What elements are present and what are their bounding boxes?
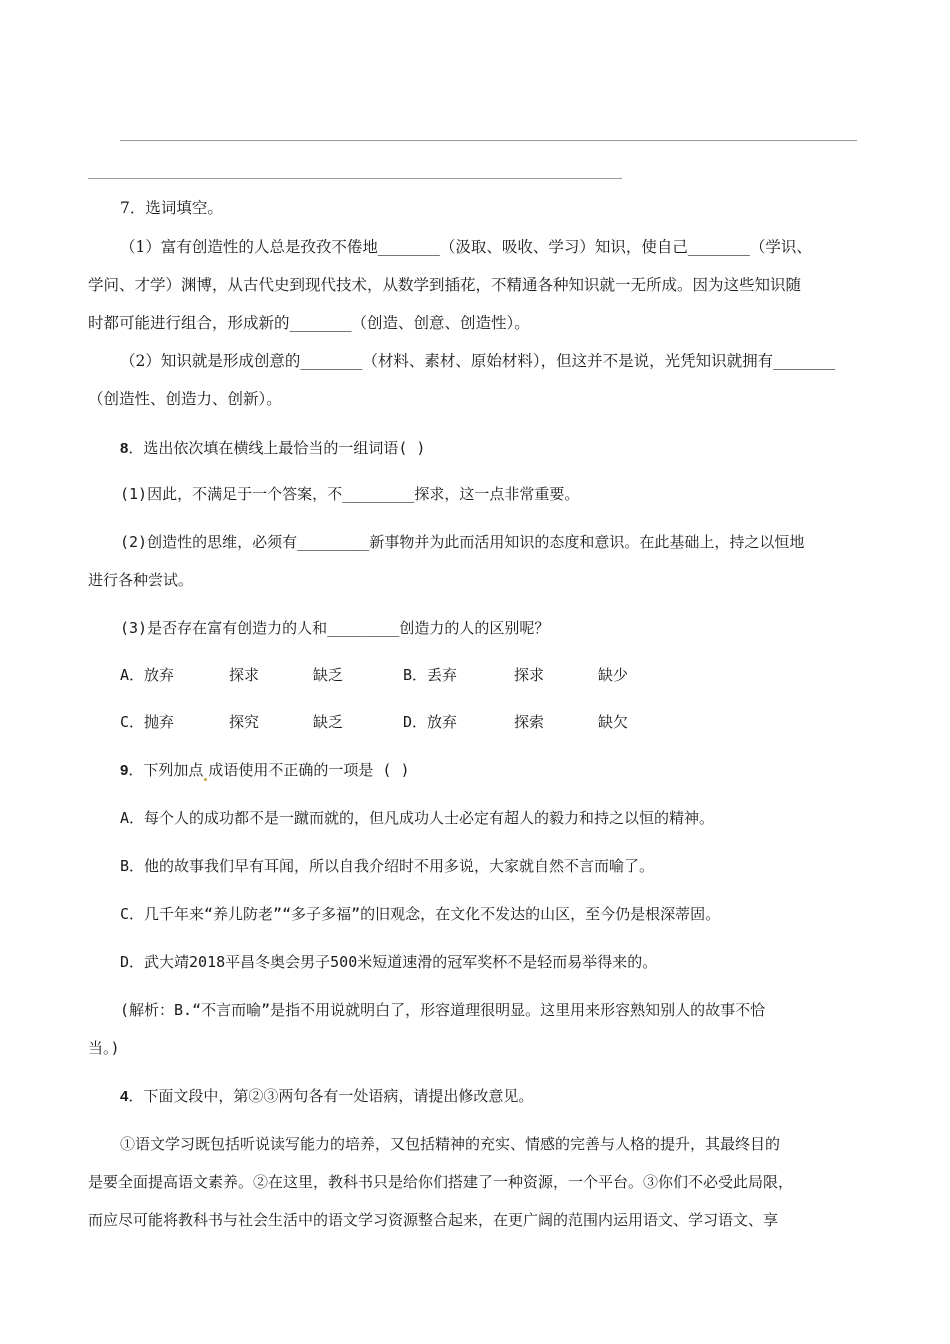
q8-sentence: 进行各种尝试。 xyxy=(88,571,194,589)
emphasis-dot-icon xyxy=(204,778,207,781)
q9-option-d: D．武大靖2018平昌冬奥会男子500米短道速滑的冠军奖杯不是轻而易举得来的。 xyxy=(120,953,658,971)
q4-paragraph-line: 而应尽可能将教科书与社会生活中的语文学习资源整合起来，在更广阔的范围内运用语文、学习语文、享 xyxy=(88,1211,779,1229)
q9-explanation: 当。) xyxy=(88,1039,120,1057)
answer-line xyxy=(120,140,857,141)
q9-option-b: B．他的故事我们早有耳闻，所以自我介绍时不用多说，大家就自然不言而喻了。 xyxy=(120,857,655,875)
q7-line: 学问、才学）渊博，从古代史到现代技术，从数学到插花，不精通各种知识就一无所成。因为这些知识随 xyxy=(88,276,802,294)
q7-line: （1）富有创造性的人总是孜孜不倦地________（汲取、吸收、学习）知识，使自己________（学识、 xyxy=(120,238,812,256)
document-page: 7．选词填空。 （1）富有创造性的人总是孜孜不倦地________（汲取、吸收、学习）知识，使自己________（学识、 学问、才学）渊博，从古代史到现代技术，从数学到插花，不精通各种知识就一无所成。因为这些知识随 时都可能进行组合，形成新的________（创造、创意、创造性）。 （2）知识就是形成创意的________（材料、素材、原始材料），但这并不是说，光凭知识就拥有________ （创造性、创造力、创新）。 8．选出依次填在横线上最恰当的一组词语( ) (1)因此，不满足于一个答案，不________探求，这一点非常重要。 (2)创造性的思维，必须有________新事物并为此而活用知识的态度和意识。在此基础上，持之以恒地 进行各种尝试。 (3)是否存在富有创造力的人和________创造力的人的区别呢？ A．放弃 探求 缺乏 B．丢弃 探求 缺少 C．抛弃 探究 缺乏 D．放弃 探索 缺欠 9．下列加点 成语使用不正确的一项是 ( ) A．每个人的成功都不是一蹴而就的，但凡成功人士必定有超人的毅力和持之以恒的精神。 B．他的故事我们早有耳闻，所以自我介绍时不用多说，大家就自然不言而喻了。 C．几千年来“养儿防老”“多子多福”的旧观念，在文化不发达的山区，至今仍是根深蒂固。 D．武大靖2018平昌冬奥会男子500米短道速滑的冠军奖杯不是轻而易举得来的。 (解析：B.“不言而喻”是指不用说就明白了，形容道理很明显。这里用来形容熟知别人的故事不恰 当。) 4．下面文段中，第②③两句各有一处语病，请提出修改意见。 ①语文学习既包括听说读写能力的培养，又包括精神的充实、情感的完善与人格的提升，其最终目的 是要全面提高语文素养。②在这里，教科书只是给你们搭建了一种资源，一个平台。③你们不必受此局限， 而应尽可能将教科书与社会生活中的语文学习资源整合起来，在更广阔的范围内运用语文、学习语文、享 xyxy=(0,0,950,1344)
q7-line: （创造性、创造力、创新）。 xyxy=(88,390,282,408)
q9-option-c: C．几千年来“养儿防老”“多子多福”的旧观念，在文化不发达的山区，至今仍是根深蒂固。 xyxy=(120,905,721,923)
q7-title: 7．选词填空。 xyxy=(120,199,223,217)
q9-explanation: (解析：B.“不言而喻”是指不用说就明白了，形容道理很明显。这里用来形容熟知别人的故事不恰 xyxy=(120,1001,766,1019)
q4-title: 4．下面文段中，第②③两句各有一处语病，请提出修改意见。 xyxy=(120,1087,534,1105)
q4-paragraph-line: ①语文学习既包括听说读写能力的培养，又包括精神的充实、情感的完善与人格的提升，其最终目的 xyxy=(120,1135,781,1153)
q8-title: 8．选出依次填在横线上最恰当的一组词语( ) xyxy=(120,439,426,457)
q7-line: （2）知识就是形成创意的________（材料、素材、原始材料），但这并不是说，光凭知识就拥有________ xyxy=(120,352,836,370)
q8-sentence: (3)是否存在富有创造力的人和________创造力的人的区别呢？ xyxy=(120,619,550,637)
q9-title: 9．下列加点 成语使用不正确的一项是 ( ) xyxy=(120,761,410,779)
answer-line xyxy=(88,178,622,179)
q9-option-a: A．每个人的成功都不是一蹴而就的，但凡成功人士必定有超人的毅力和持之以恒的精神。 xyxy=(120,809,715,827)
q8-sentence: (2)创造性的思维，必须有________新事物并为此而活用知识的态度和意识。在此基础上，持之以恒地 xyxy=(120,533,805,551)
q7-line: 时都可能进行组合，形成新的________（创造、创意、创造性）。 xyxy=(88,314,530,332)
q8-sentence: (1)因此，不满足于一个答案，不________探求，这一点非常重要。 xyxy=(120,485,580,503)
q4-paragraph-line: 是要全面提高语文素养。②在这里，教科书只是给你们搭建了一种资源，一个平台。③你们不必受此局限， xyxy=(88,1173,794,1191)
